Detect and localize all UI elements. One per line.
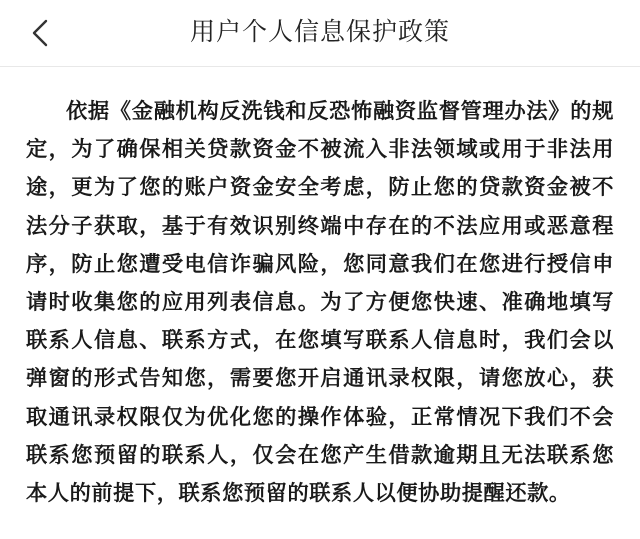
navigation-bar [0, 0, 640, 67]
policy-content [26, 92, 614, 512]
page-title: 用户个人信息保护政策 [189, 17, 450, 46]
policy-paragraph: 依据《金融机构反洗钱和反恐怖融资监督管理办法》的规定，为了确保相关贷款资金不被流入非法领域或用于非法用途，更为了您的账户资金安全考虑，防止您的贷款资金被不法分子获取，基于有效识别终端中存在的不法应用或恶意程序，防止您遭受电信诈骗风险，您同意我们在您进行授信申请时收集您的应用列表信息。为了方便您快速、准确地填写联系人信息、联系方式，在您填写联系人信息时，我们会以弹窗的形式告知您，需要您开启通讯录权限，请您放心，获取通讯录权限仅为优化您的操作体验，正常情况下我们不会联系您预留的联系人，仅会在您产生借款逾期且无法联系您本人的前提下，联系您预留的联系人以便协助提醒还款。 [26, 98, 614, 506]
